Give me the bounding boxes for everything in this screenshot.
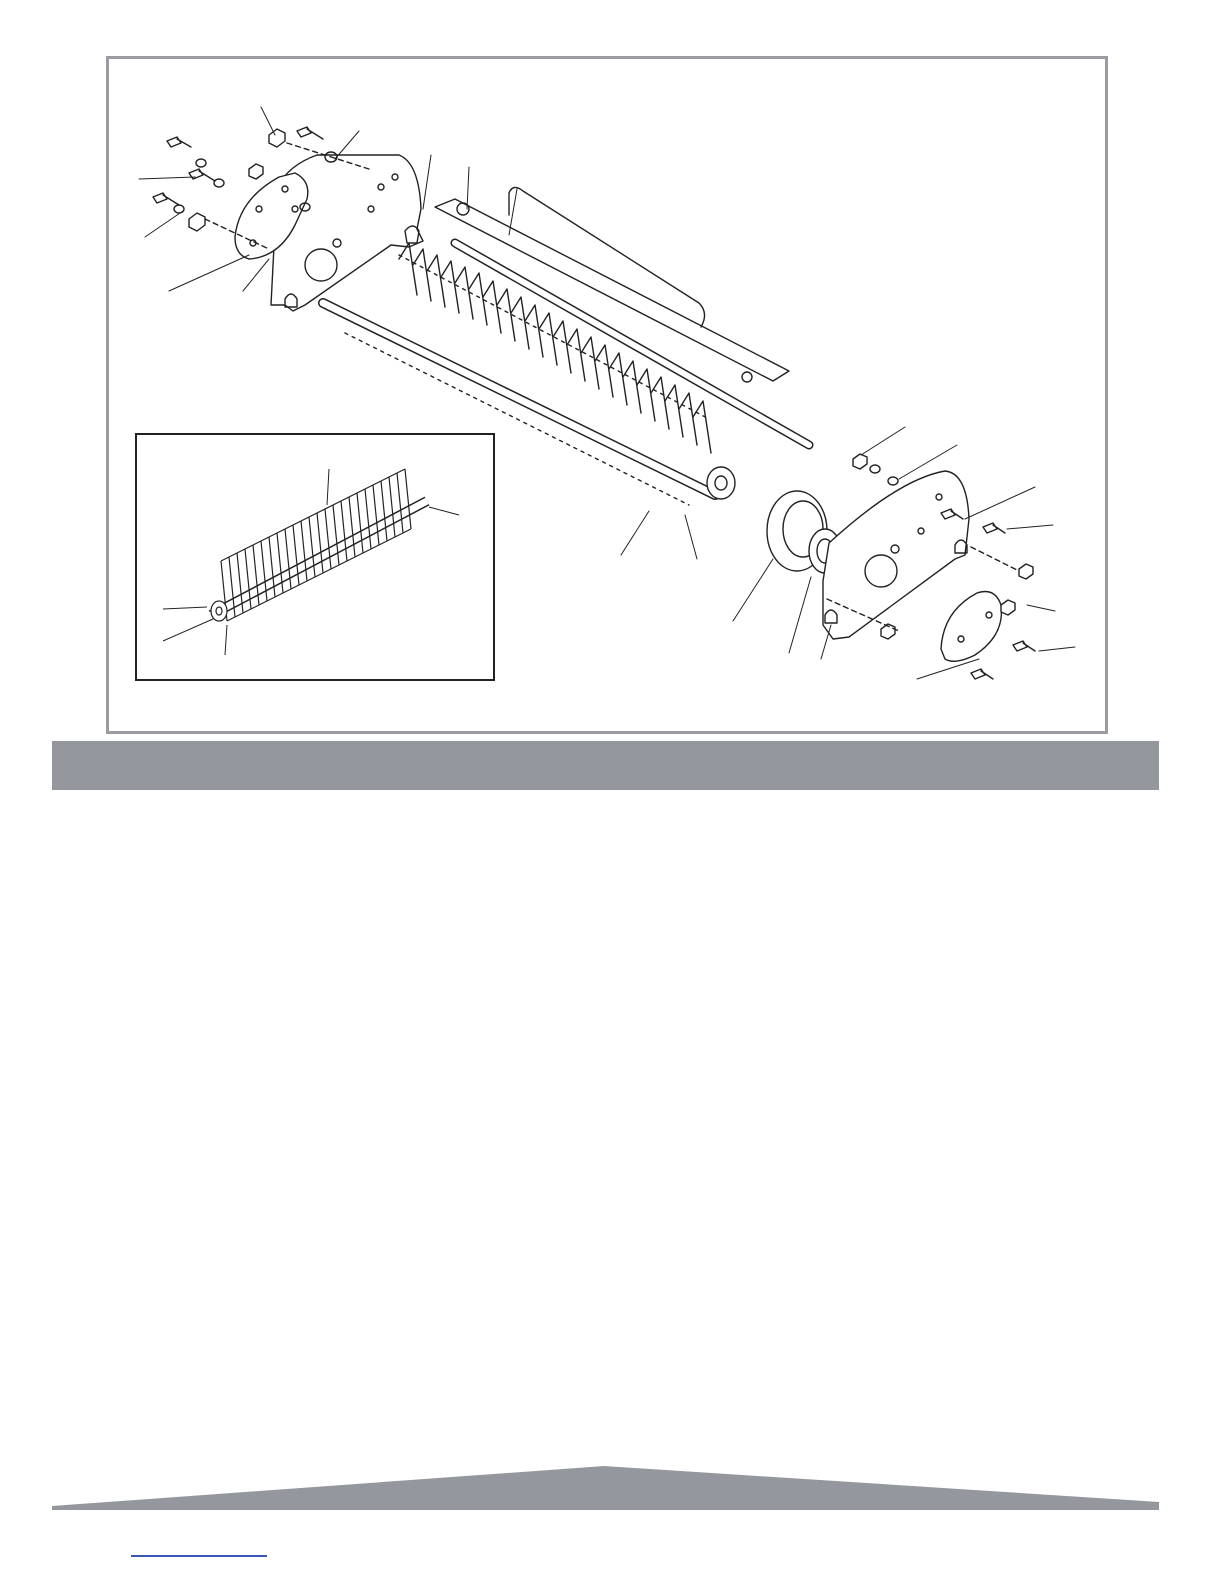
parts-diagram-frame (106, 56, 1108, 734)
inset-blades (221, 469, 411, 621)
reel-detail-drawing (137, 435, 493, 679)
footer-band (52, 1466, 1159, 1514)
section-title (52, 741, 1159, 769)
right-side-plate (823, 471, 969, 639)
section-header-bar (52, 741, 1159, 790)
footer-link-underline[interactable] (131, 1555, 267, 1557)
reel-detail-inset (135, 433, 495, 681)
right-cover-plate (941, 592, 1001, 662)
footer-wedge-shape (52, 1466, 1159, 1514)
